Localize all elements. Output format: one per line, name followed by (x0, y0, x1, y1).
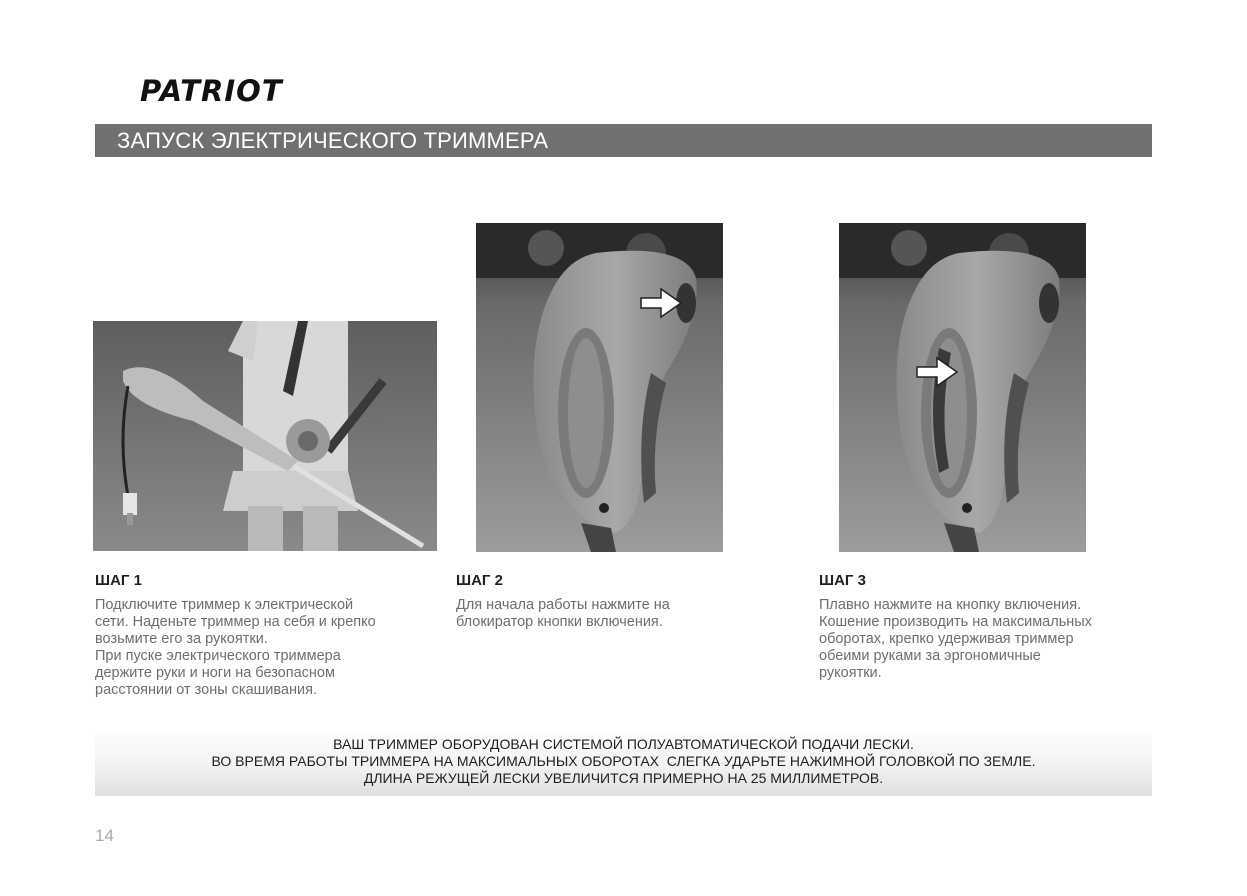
step1-photo (93, 321, 437, 551)
notice-line: ВАШ ТРИММЕР ОБОРУДОВАН СИСТЕМОЙ ПОЛУАВТОМАТИЧЕСКОЙ ПОДАЧИ ЛЕСКИ. (333, 736, 914, 752)
section-title-bar (95, 124, 1152, 157)
step-2-text: Для начала работы нажмите на блокиратор кнопки включения. (456, 597, 670, 630)
section-title: ЗАПУСК ЭЛЕКТРИЧЕСКОГО ТРИММЕРА (117, 128, 549, 153)
step-3 (819, 572, 1139, 682)
step-3-heading: ШАГ 3 (819, 572, 866, 589)
step2-photo (476, 223, 723, 552)
step-1 (95, 572, 440, 699)
step-2 (456, 572, 746, 631)
step-1-heading: ШАГ 1 (95, 572, 142, 589)
step3-photo (839, 223, 1086, 552)
line-feed-notice (95, 728, 1152, 796)
notice-line: ДЛИНА РЕЖУЩЕЙ ЛЕСКИ УВЕЛИЧИТСЯ ПРИМЕРНО НА 25 МИЛЛИМЕТРОВ. (363, 770, 884, 786)
notice-line: ВО ВРЕМЯ РАБОТЫ ТРИММЕРА НА МАКСИМАЛЬНЫХ ОБОРОТАХ СЛЕГКА УДАРЬТЕ НАЖИМНОЙ ГОЛОВКОЙ ПО ЗЕМЛЕ. (211, 753, 1036, 769)
brand-logo: PATRIOT (140, 74, 283, 108)
step-1-text: Подключите триммер к электрической сети. Наденьте триммер на себя и крепко возьмите его за рукоятки. При пуске электрического триммера держите руки и ноги на безопасном расстоянии от зоны скашивания. (95, 597, 376, 698)
step-3-text: Плавно нажмите на кнопку включения. Кошение производить на максимальных оборотах, крепко удерживая триммер обеими руками за эргономичные рукоятки. (819, 597, 1092, 681)
page-number: 14 (95, 826, 114, 845)
step-2-heading: ШАГ 2 (456, 572, 503, 589)
